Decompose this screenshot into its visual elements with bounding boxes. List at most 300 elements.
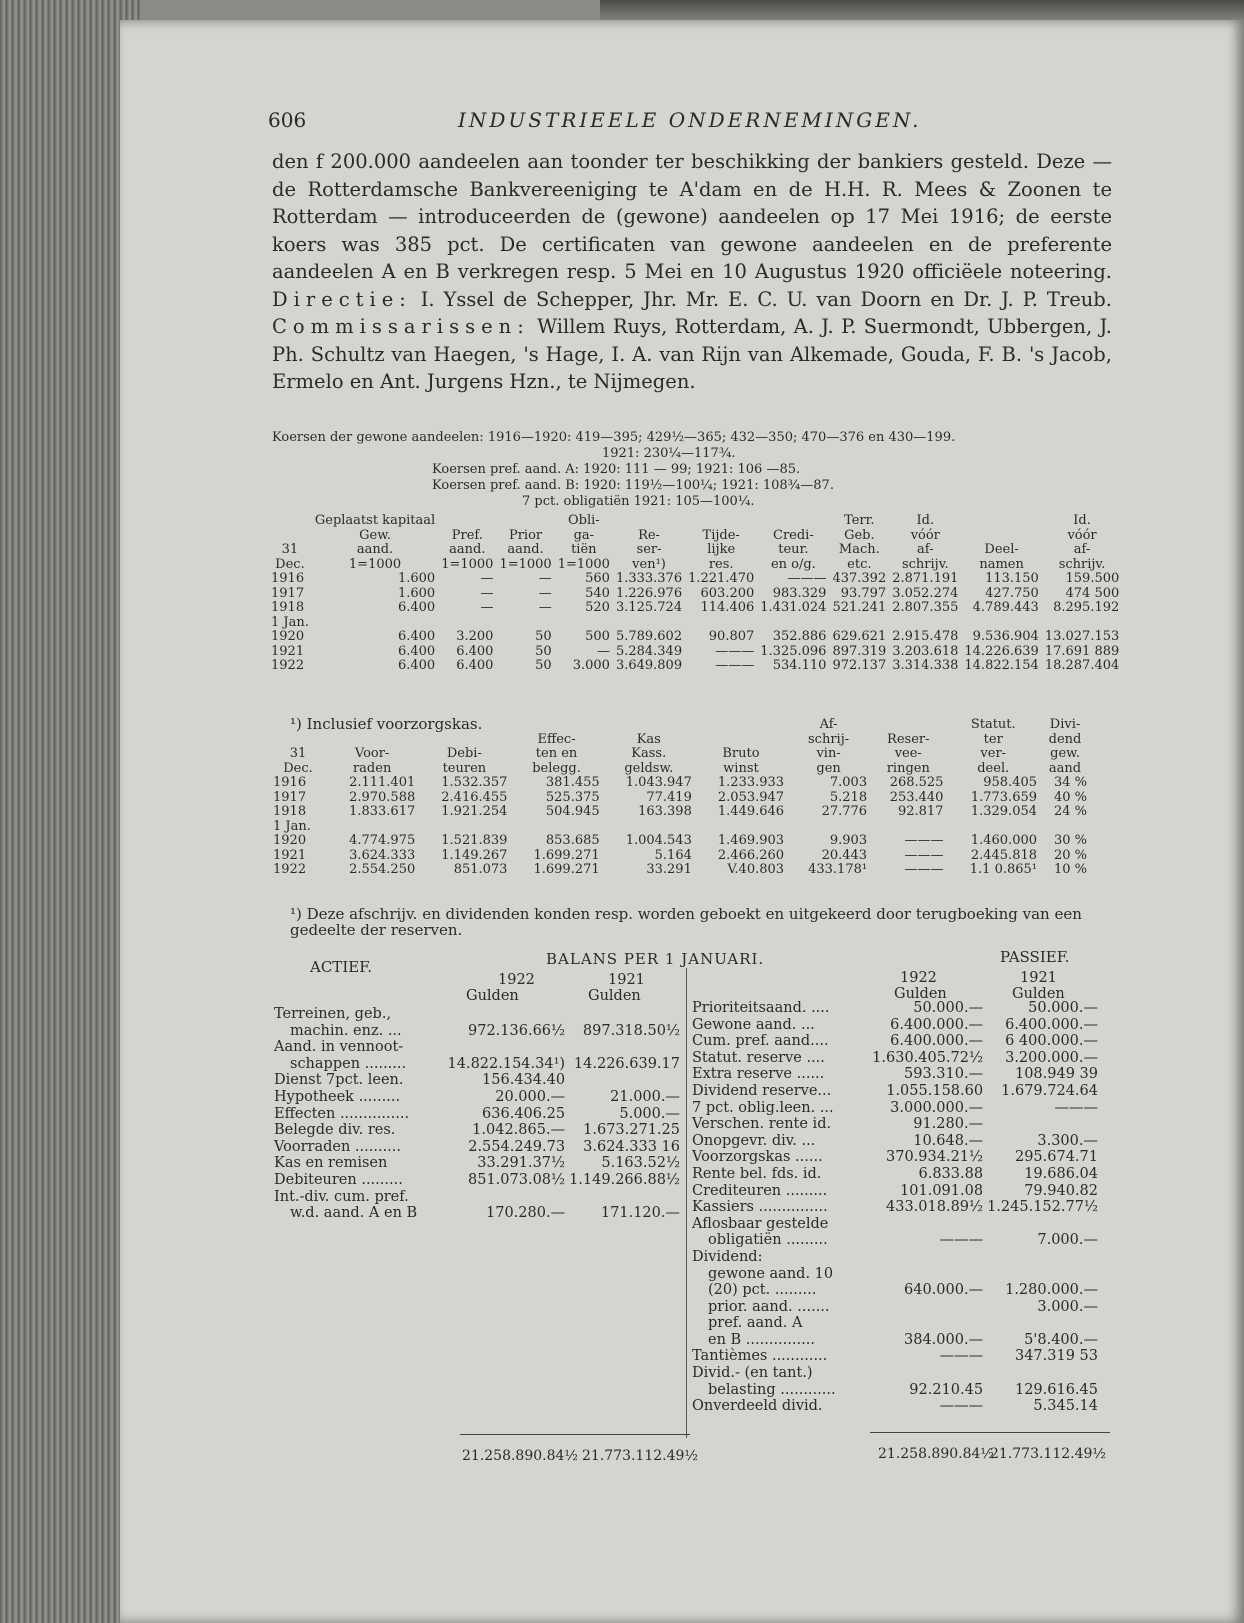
- balance-amount: [446, 1006, 568, 1023]
- actief-year-1922: 1922: [498, 972, 535, 988]
- balance-row: [272, 1122, 682, 1139]
- balance-amount: [567, 1039, 682, 1056]
- balance-amount: 6.833.88: [918, 1165, 984, 1182]
- directie-text: I. Yssel de Schepper, Jhr. Mr. E. C. U. van Doorn en Dr. J. P. Treub.: [420, 287, 1112, 311]
- kapitaal-table: [268, 514, 1122, 674]
- table-row: [270, 805, 1090, 820]
- header-cell: [603, 718, 695, 733]
- balance-amount: 5'8.400.—: [1024, 1331, 1098, 1348]
- balance-row: [690, 1083, 1100, 1100]
- header-cell: vin-: [816, 746, 841, 761]
- row-label: 1920: [273, 833, 307, 848]
- balance-row: [272, 1155, 682, 1172]
- header-row: [270, 733, 1090, 748]
- header-cell: ga-: [573, 527, 595, 543]
- balance-row: [690, 1017, 1100, 1034]
- balance-label: Crediteuren .........: [692, 1182, 828, 1199]
- balance-label: gewone aand. 10: [708, 1265, 834, 1282]
- balance-label: Cum. pref. aand....: [692, 1033, 829, 1050]
- header-cell: Effec-: [537, 731, 576, 747]
- balance-row: [690, 1033, 1100, 1050]
- header-cell: af-: [917, 542, 934, 557]
- table-cell: —: [538, 585, 552, 601]
- header-cell: Divi-: [1049, 717, 1081, 732]
- table-row: [270, 776, 1090, 791]
- table-cell: 27.776: [821, 804, 868, 819]
- balance-amount: 5.163.52½: [601, 1155, 680, 1172]
- header-cell: ser-: [636, 542, 662, 557]
- table-cell: 603.200: [700, 585, 755, 601]
- balance-amount: 21.000.—: [610, 1088, 680, 1105]
- table-cell: 1.600: [397, 585, 436, 601]
- table-cell: 7.003: [829, 775, 868, 790]
- header-cell: af-: [1073, 542, 1091, 557]
- intro-text: den f 200.000 aandeelen aan toonder ter beschikking der bankiers gesteld. Deze — de Rotterdamsche Bankvereeniging te A'dam en de H.H. R. Mees & Zoonen te Rotterdam — introduceerden de (gewone) aandeelen op 17 Mei 1916; de eerste koers was 385 pct. De certificaten van gewone aandeelen en de preferente aandeelen A en B verkregen resp. 5 Mei en 10 Augustus 1920 officiëele noteering.: [272, 150, 1112, 283]
- balance-amount: 6 400.000.—: [1005, 1033, 1098, 1050]
- balance-amount: [985, 1216, 1100, 1233]
- balance-label: Rente bel. fds. id.: [692, 1165, 822, 1182]
- balance-label: 7 pct. oblig.leen. ...: [692, 1099, 834, 1116]
- table-cell: 1.226.976: [615, 585, 683, 601]
- table-cell: [613, 616, 685, 631]
- table-cell: 1.449.646: [717, 804, 785, 819]
- balance-row: [690, 1382, 1100, 1399]
- table-row: [268, 630, 1122, 645]
- passief-unit-2: Gulden: [1012, 986, 1065, 1002]
- balance-row: [690, 1282, 1100, 1299]
- balance-amount: 19.686.04: [1024, 1165, 1098, 1182]
- row-label: 1916: [273, 775, 307, 790]
- table-cell: 3.125.724: [615, 600, 683, 615]
- balance-amount: 170.280.—: [486, 1205, 566, 1222]
- table-cell: 381.455: [545, 775, 600, 790]
- table-cell: 5.284.349: [615, 643, 683, 659]
- header-cell: Id.: [916, 513, 935, 528]
- balance-label: Effecten ...............: [274, 1105, 410, 1122]
- header-cell: teur.: [778, 542, 809, 557]
- balance-row: [690, 1133, 1100, 1150]
- header-cell: Re-: [638, 527, 660, 543]
- table-cell: 6.400: [397, 629, 436, 644]
- balance-label: Kassiers ...............: [692, 1199, 828, 1216]
- balance-amount: 295.674.71: [1014, 1149, 1098, 1166]
- balance-label: Divid.- (en tant.): [692, 1365, 813, 1382]
- header-cell: [270, 718, 326, 733]
- balance-amount: 6.400.000.—: [1005, 1016, 1098, 1033]
- table-cell: 1.043.947: [625, 775, 692, 790]
- balance-amount: 91.280.—: [913, 1116, 984, 1133]
- balance-amount: 1.673.271.25: [583, 1122, 680, 1139]
- balance-label: (20) pct. .........: [708, 1282, 817, 1299]
- table-cell: 1.469.903: [717, 833, 785, 848]
- table-cell: 474 500: [1065, 585, 1120, 601]
- header-cell: Debi-: [446, 746, 482, 761]
- commissarissen-label: Commissarissen:: [272, 315, 530, 338]
- table-cell: 4.789.443: [972, 600, 1039, 615]
- header-cell: schrijv.: [901, 556, 949, 572]
- balance-row: [690, 1050, 1100, 1067]
- table-cell: 18.287.404: [1044, 658, 1120, 673]
- row-label: 1917: [273, 789, 307, 805]
- balance-row: [272, 1023, 682, 1040]
- balance-amount: 1.042.865.—: [472, 1122, 566, 1139]
- table-cell: 520: [585, 600, 610, 615]
- header-cell: vóór: [910, 527, 940, 543]
- table-cell: —: [480, 600, 494, 615]
- header-cell: [961, 529, 1041, 544]
- header-cell: gen: [816, 760, 841, 776]
- header-cell: lijke: [707, 542, 736, 557]
- passief-year-1922: 1922: [900, 970, 937, 986]
- header-cell: namen: [979, 556, 1024, 572]
- header-cell: Voor-: [354, 746, 390, 761]
- balance-row: [690, 1116, 1100, 1133]
- table-cell: 504.945: [545, 804, 600, 819]
- header-cell: [510, 718, 602, 733]
- header-cell: dend: [1048, 731, 1082, 747]
- table-row: [270, 834, 1090, 849]
- header-cell: [326, 718, 418, 733]
- header-cell: deel.: [977, 760, 1010, 776]
- balance-label: machin. enz. ...: [290, 1022, 402, 1039]
- table-cell: 1.004.543: [625, 833, 692, 848]
- resultaten-table: [270, 715, 1090, 878]
- table-cell: [695, 820, 787, 835]
- actief-unit-2: Gulden: [588, 988, 641, 1004]
- table-cell: 433.178¹: [808, 862, 868, 877]
- balance-amount: 50.000.—: [913, 1000, 984, 1016]
- table-cell: 983.329: [772, 585, 827, 601]
- table-cell: 114.406: [700, 600, 755, 615]
- table-cell: 2.871.191: [892, 571, 959, 586]
- header-cell: geldsw.: [624, 760, 674, 776]
- table-cell: —: [596, 643, 610, 659]
- table-cell: [685, 616, 757, 631]
- table-cell: 2.111.401: [349, 775, 416, 790]
- table-cell: 2.416.455: [441, 789, 508, 805]
- balance-amount: 33.291.37½: [477, 1155, 566, 1172]
- balance-amount: 3.200.000.—: [1005, 1049, 1098, 1066]
- balance-amount: [870, 1266, 985, 1283]
- actief-table: [272, 1006, 682, 1222]
- balance-row: [690, 1398, 1100, 1415]
- balance-amount: ———: [939, 1232, 984, 1249]
- balance-label: Terreinen, geb.,: [274, 1006, 392, 1022]
- balance-row: [690, 1332, 1100, 1349]
- table-cell: 20 %: [1053, 847, 1087, 863]
- passief-total-1921: 21.773.112.49½: [990, 1446, 1106, 1462]
- table-cell: 2.466.260: [717, 847, 785, 863]
- table-cell: 113.150: [985, 571, 1039, 586]
- balance-amount: 129.616.45: [1014, 1381, 1098, 1398]
- header-cell: aand.: [449, 542, 486, 557]
- table-cell: 6.400: [397, 643, 436, 659]
- table-cell: 20.443: [821, 847, 868, 863]
- header-row: [270, 747, 1090, 762]
- header-cell: Statut.: [970, 717, 1016, 732]
- table-cell: 3.314.338: [892, 658, 959, 673]
- header-cell: en o/g.: [770, 556, 816, 572]
- header-row: [268, 529, 1122, 544]
- table-cell: 2.970.588: [349, 789, 416, 805]
- balance-label: Aand. in vennoot-: [274, 1039, 404, 1056]
- table-cell: 6.400: [456, 658, 494, 673]
- header-cell: [326, 733, 418, 748]
- table-cell: [555, 616, 613, 631]
- balance-row: [690, 1348, 1100, 1365]
- header-row: [268, 514, 1122, 529]
- header-cell: tiën: [571, 542, 597, 557]
- balance-amount: 3.000.—: [1037, 1298, 1098, 1315]
- table-row: [270, 791, 1090, 806]
- table-cell: 3.000: [572, 658, 610, 673]
- table-cell: 525.375: [545, 789, 600, 805]
- table-cell: 560: [585, 571, 610, 586]
- balance-amount: [985, 1365, 1100, 1382]
- table-cell: 159.500: [1065, 571, 1120, 586]
- balance-amount: 101.091.08: [900, 1182, 984, 1199]
- balance-label: Tantièmes ............: [692, 1348, 828, 1365]
- balance-row: [272, 1039, 682, 1056]
- table-cell: —: [480, 571, 494, 586]
- balance-amount: [567, 1006, 682, 1023]
- balance-row: [690, 1166, 1100, 1183]
- table-cell: 3.200: [456, 629, 494, 644]
- balance-row: [272, 1056, 682, 1073]
- table-cell: 5.164: [654, 847, 692, 863]
- table-cell: 3.052.274: [892, 585, 959, 601]
- header-cell: [961, 514, 1041, 529]
- table-cell: 10 %: [1053, 862, 1087, 877]
- balans-divider: [686, 968, 687, 1438]
- balance-row: [690, 1149, 1100, 1166]
- header-row: [268, 558, 1122, 573]
- koersen-gewone-1921: 1921: 230¼—117¾.: [602, 446, 736, 461]
- balance-amount: ———: [939, 1398, 984, 1415]
- table-cell: 4.774.975: [349, 833, 416, 848]
- header-cell: aand.: [356, 542, 394, 557]
- table-cell: [946, 820, 1040, 835]
- balance-amount: 14.226.639.17: [573, 1055, 680, 1072]
- balance-label: Onverdeeld divid.: [692, 1398, 823, 1415]
- table-cell: 1.773.659: [970, 789, 1038, 805]
- koersen-pref-a: Koersen pref. aand. A: 1920: 111 — 99; 1921: 106 —85.: [432, 462, 801, 477]
- table-cell: ———: [787, 571, 827, 586]
- balance-amount: 1.679.724.64: [1001, 1082, 1098, 1099]
- header-cell: winst: [723, 760, 759, 776]
- balance-amount: 2.554.249.73: [468, 1138, 566, 1155]
- table-cell: [496, 616, 554, 631]
- table-cell: 34 %: [1053, 775, 1087, 790]
- table-cell: 1.329.054: [970, 804, 1038, 819]
- balance-amount: 108.949 39: [1014, 1066, 1098, 1083]
- balance-amount: 897.318.50½: [582, 1022, 680, 1039]
- header-cell: Af-: [819, 717, 838, 732]
- balance-amount: 1.280.000.—: [1005, 1282, 1098, 1299]
- table-cell: 8.295.192: [1053, 600, 1120, 615]
- header-cell: Prior: [508, 527, 543, 543]
- balance-label: Dividend:: [692, 1248, 763, 1265]
- table-cell: 2.445.818: [970, 847, 1038, 863]
- table-cell: 540: [585, 585, 610, 601]
- table-cell: 30 %: [1053, 833, 1087, 848]
- balance-amount: 171.120.—: [600, 1205, 680, 1222]
- balance-label: Voorzorgskas ......: [692, 1149, 823, 1166]
- table-cell: ———: [904, 862, 944, 877]
- table-row: [268, 645, 1122, 660]
- header-cell: [268, 514, 312, 529]
- balance-amount: 156.434.40: [482, 1072, 566, 1089]
- header-cell: Kas: [636, 731, 661, 747]
- koersen-gewone: Koersen der gewone aandeelen: 1916—1920: 419—395; 429½—365; 432—350; 470—376 en 430—199.: [272, 430, 956, 445]
- header-cell: [613, 514, 685, 529]
- table-cell: 1.699.271: [533, 862, 600, 877]
- table-row: [268, 587, 1122, 602]
- table-cell: [1040, 820, 1090, 835]
- table-cell: ———: [904, 833, 944, 848]
- row-label: 1 Jan.: [271, 614, 309, 630]
- table-row: [270, 820, 1090, 835]
- passief-label: PASSIEF.: [1000, 948, 1070, 966]
- header-cell: Pref.: [451, 527, 483, 543]
- balance-amount: 92.210.45: [909, 1381, 984, 1398]
- header-row: [270, 762, 1090, 777]
- header-cell: Reser-: [887, 731, 930, 747]
- header-cell: 1=1000: [441, 556, 494, 572]
- table-cell: 958.405: [983, 775, 1038, 790]
- koersen-pref-b: Koersen pref. aand. B: 1920: 119½—100¼; 1921: 108¾—87.: [432, 478, 834, 493]
- table-cell: [418, 820, 510, 835]
- balance-amount: 433.018.89½: [886, 1199, 984, 1216]
- table-cell: —: [480, 585, 494, 601]
- table-cell: 1.431.024: [760, 600, 827, 615]
- table-cell: 3.203.618: [892, 643, 959, 659]
- table-cell: 268.525: [889, 775, 944, 790]
- balance-row: [272, 1139, 682, 1156]
- table-cell: 534.110: [772, 658, 827, 673]
- table-cell: 77.419: [646, 789, 692, 805]
- passief-unit-1: Gulden: [894, 986, 947, 1002]
- header-cell: belegg.: [532, 760, 581, 776]
- balance-amount: 370.934.21½: [886, 1149, 984, 1166]
- balance-row: [690, 1000, 1100, 1017]
- header-cell: ringen: [886, 760, 930, 776]
- table-cell: [510, 820, 602, 835]
- balance-label: Extra reserve ......: [692, 1066, 825, 1083]
- balance-amount: 972.136.66½: [468, 1022, 566, 1039]
- header-cell: Dec.: [283, 760, 313, 776]
- balance-row: [272, 1205, 682, 1222]
- header-cell: Deel-: [984, 542, 1019, 557]
- header-cell: Geb.: [844, 527, 875, 543]
- header-cell: Obli-: [567, 513, 600, 528]
- actief-unit-1: Gulden: [466, 988, 519, 1004]
- header-cell: aand: [1048, 760, 1082, 776]
- actief-label: ACTIEF.: [310, 958, 373, 976]
- table-cell: 853.685: [545, 833, 600, 848]
- balance-amount: 640.000.—: [904, 1282, 984, 1299]
- row-label: 1916: [271, 571, 305, 586]
- table-cell: 253.440: [889, 789, 944, 805]
- table-cell: 427.750: [985, 585, 1039, 601]
- header-cell: [268, 529, 312, 544]
- balance-row: [690, 1365, 1100, 1382]
- row-label: 1922: [273, 862, 307, 877]
- header-cell: Dec.: [275, 556, 305, 572]
- header-cell: raden: [352, 760, 392, 776]
- table-cell: 6.400: [397, 658, 436, 673]
- header-cell: 1=1000: [499, 556, 552, 572]
- balance-row: [272, 1089, 682, 1106]
- balance-amount: [870, 1299, 985, 1316]
- passief-table: [690, 1000, 1100, 1415]
- table-cell: 9.536.904: [972, 629, 1039, 644]
- balance-amount: [985, 1249, 1100, 1266]
- balance-row: [690, 1100, 1100, 1117]
- table-cell: 1.233.933: [717, 775, 785, 790]
- page-edges: [0, 0, 140, 1623]
- balance-row: [272, 1189, 682, 1206]
- header-cell: ver-: [980, 746, 1007, 761]
- body-paragraph: [272, 148, 1112, 396]
- balance-label: Gewone aand. ...: [692, 1016, 815, 1033]
- header-cell: schrij-: [808, 731, 850, 747]
- header-row: [268, 543, 1122, 558]
- row-label: 1922: [271, 658, 305, 673]
- table-cell: 163.398: [638, 804, 692, 819]
- balance-row: [272, 1106, 682, 1123]
- table-cell: 3.624.333: [349, 847, 416, 863]
- balance-row: [690, 1315, 1100, 1332]
- row-label: 1918: [273, 804, 307, 819]
- header-cell: aand.: [507, 542, 544, 557]
- balance-label: Dienst 7pct. leen.: [274, 1072, 404, 1089]
- table-cell: 1.921.254: [441, 804, 508, 819]
- balance-label: Int.-div. cum. pref.: [274, 1188, 409, 1205]
- balance-amount: [870, 1216, 985, 1233]
- table-cell: 24 %: [1053, 804, 1087, 819]
- header-cell: gew.: [1050, 746, 1080, 761]
- table-cell: 972.137: [832, 658, 887, 673]
- header-cell: [757, 514, 829, 529]
- table-cell: ———: [715, 658, 755, 673]
- passief-year-1921: 1921: [1020, 970, 1057, 986]
- table-cell: 1.333.376: [615, 571, 683, 586]
- balance-label: w.d. aand. A en B: [290, 1205, 418, 1222]
- table-cell: 1.600: [397, 571, 436, 586]
- header-cell: ven¹): [632, 556, 666, 572]
- balance-amount: 20.000.—: [495, 1088, 566, 1105]
- table-cell: ———: [904, 847, 944, 863]
- header-cell: ten en: [535, 746, 578, 761]
- header-cell: Gew.: [359, 527, 391, 543]
- row-label: 1920: [271, 629, 305, 644]
- balance-label: Kas en remisen: [274, 1155, 388, 1172]
- header-cell: teuren: [442, 760, 487, 776]
- balance-amount: 347.319 53: [1014, 1348, 1098, 1365]
- balance-label: Dividend reserve...: [692, 1082, 832, 1099]
- balance-amount: 6.400.000.—: [890, 1016, 984, 1033]
- table-cell: 92.817: [897, 804, 944, 819]
- passief-total-1922: 21.258.890.84½: [878, 1446, 994, 1462]
- balance-amount: 79.940.82: [1024, 1182, 1098, 1199]
- balance-amount: [446, 1189, 568, 1206]
- table-cell: [438, 616, 496, 631]
- table-cell: 1.699.271: [533, 847, 600, 863]
- table2-footnote: ¹) Deze afschrijv. en dividenden konden resp. worden geboekt en uitgekeerd door terugboeking van een gedeelte der reserven.: [290, 905, 1082, 939]
- header-cell: [418, 733, 510, 748]
- balance-amount: 384.000.—: [904, 1331, 984, 1348]
